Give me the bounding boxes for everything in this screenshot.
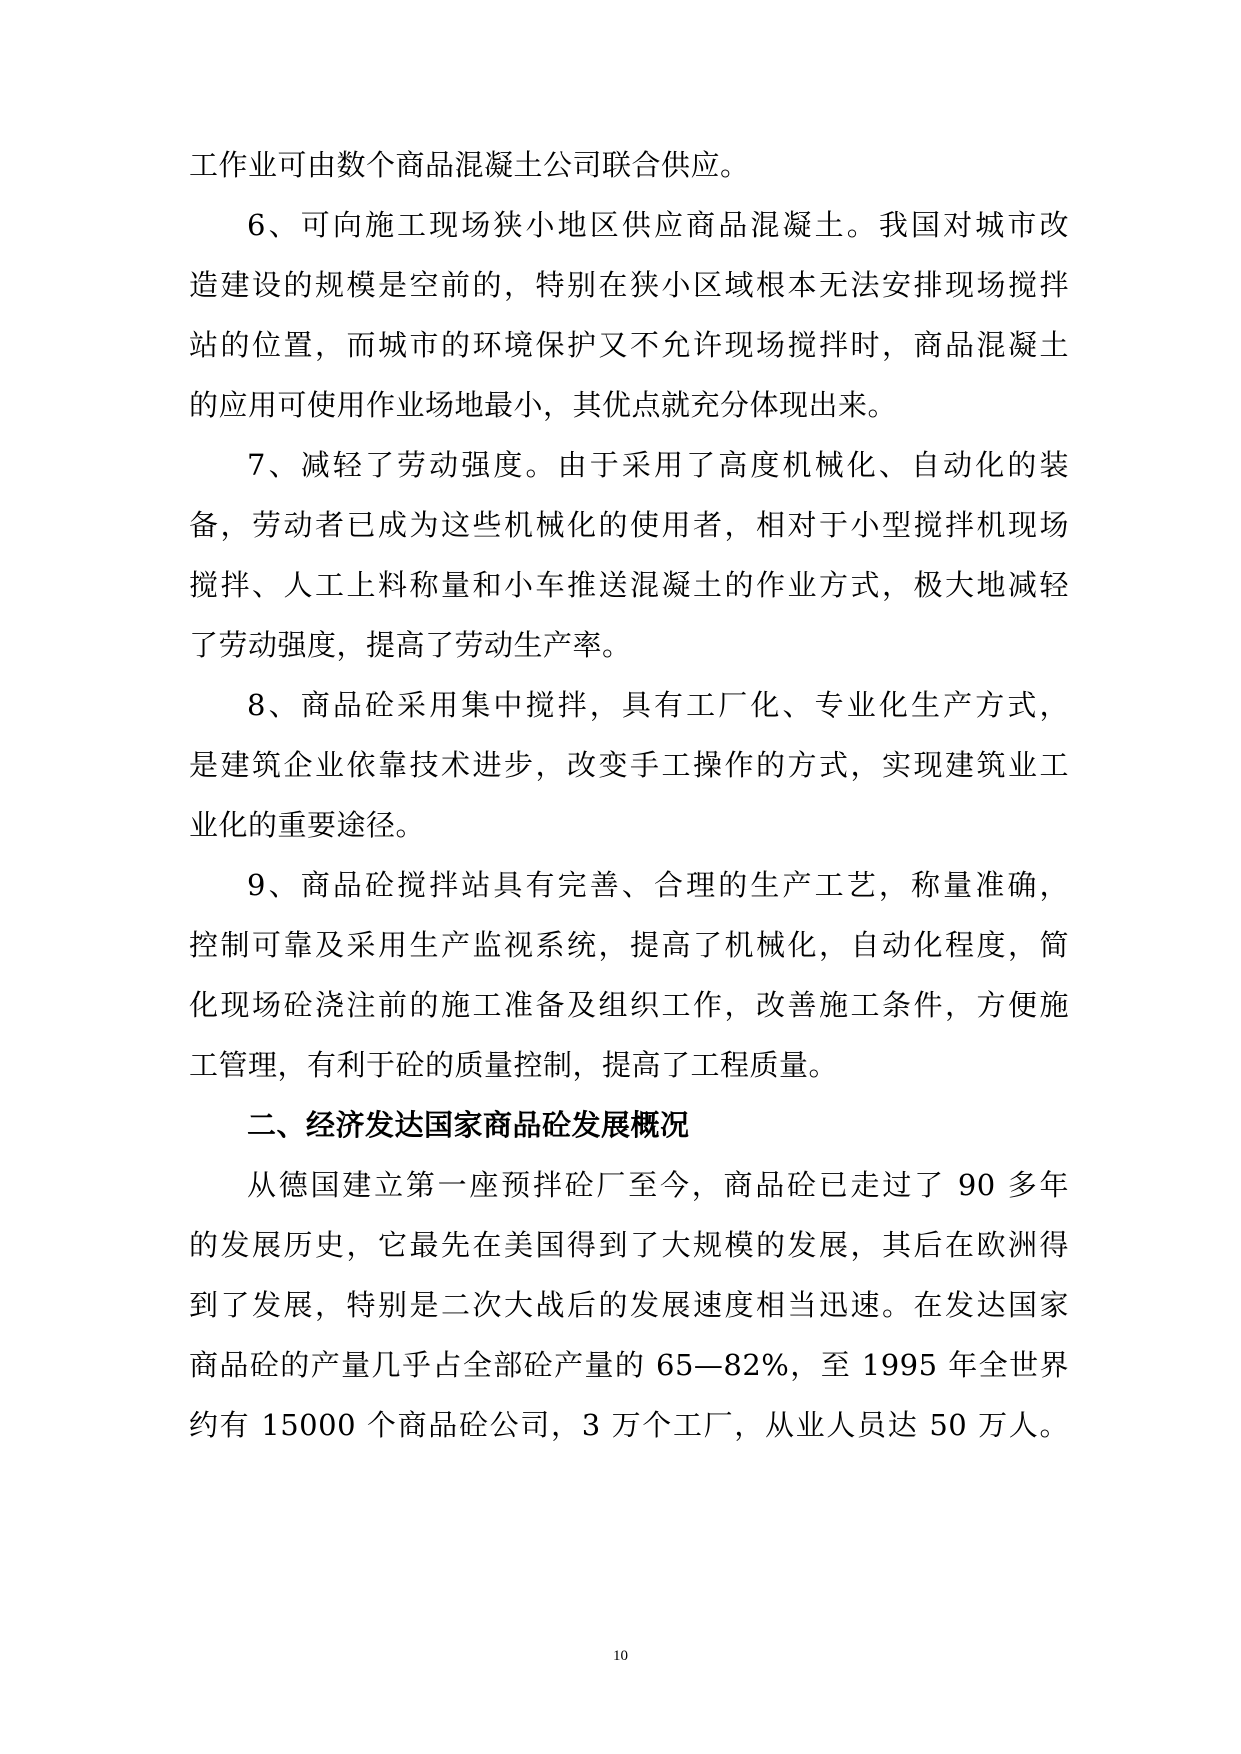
paragraph-line: 化现场砼浇注前的施工准备及组织工作，改善施工条件，方便施 xyxy=(189,988,1069,1022)
paragraph-line: 到了发展，特别是二次大战后的发展速度相当迅速。在发达国家 xyxy=(189,1288,1069,1322)
paragraph-line: 是建筑企业依靠技术进步，改变手工操作的方式，实现建筑业工 xyxy=(189,748,1069,782)
paragraph-line: 工作业可由数个商品混凝土公司联合供应。 xyxy=(189,148,750,182)
paragraph-line: 了劳动强度，提高了劳动生产率。 xyxy=(189,628,632,662)
paragraph-line: 备，劳动者已成为这些机械化的使用者，相对于小型搅拌机现场 xyxy=(189,508,1069,542)
paragraph-line: 搅拌、人工上料称量和小车推送混凝土的作业方式，极大地减轻 xyxy=(189,568,1069,602)
paragraph-line: 从德国建立第一座预拌砼厂至今，商品砼已走过了 90 多年 xyxy=(247,1168,1069,1202)
paragraph-line: 约有 15000 个商品砼公司，3 万个工厂，从业人员达 50 万人。 xyxy=(189,1408,1069,1442)
paragraph-line: 造建设的规模是空前的，特别在狭小区域根本无法安排现场搅拌 xyxy=(189,268,1069,302)
section-heading: 二、经济发达国家商品砼发展概况 xyxy=(247,1108,690,1142)
paragraph-line: 工管理，有利于砼的质量控制，提高了工程质量。 xyxy=(189,1048,839,1082)
paragraph-line: 8、商品砼采用集中搅拌，具有工厂化、专业化生产方式， xyxy=(247,688,1069,722)
paragraph-line: 6、可向施工现场狭小地区供应商品混凝土。我国对城市改 xyxy=(247,208,1069,242)
paragraph-line: 7、减轻了劳动强度。由于采用了高度机械化、自动化的装 xyxy=(247,448,1069,482)
page-number: 10 xyxy=(613,1648,628,1664)
paragraph-line: 9、商品砼搅拌站具有完善、合理的生产工艺，称量准确， xyxy=(247,868,1069,902)
paragraph-line: 的应用可使用作业场地最小，其优点就充分体现出来。 xyxy=(189,388,898,422)
paragraph-line: 控制可靠及采用生产监视系统，提高了机械化，自动化程度，简 xyxy=(189,928,1069,962)
paragraph-line: 业化的重要途径。 xyxy=(189,808,426,842)
paragraph-line: 的发展历史，它最先在美国得到了大规模的发展，其后在欧洲得 xyxy=(189,1228,1069,1262)
paragraph-line: 商品砼的产量几乎占全部砼产量的 65—82%，至 1995 年全世界 xyxy=(189,1348,1069,1382)
paragraph-line: 站的位置，而城市的环境保护又不允许现场搅拌时，商品混凝土 xyxy=(189,328,1069,362)
